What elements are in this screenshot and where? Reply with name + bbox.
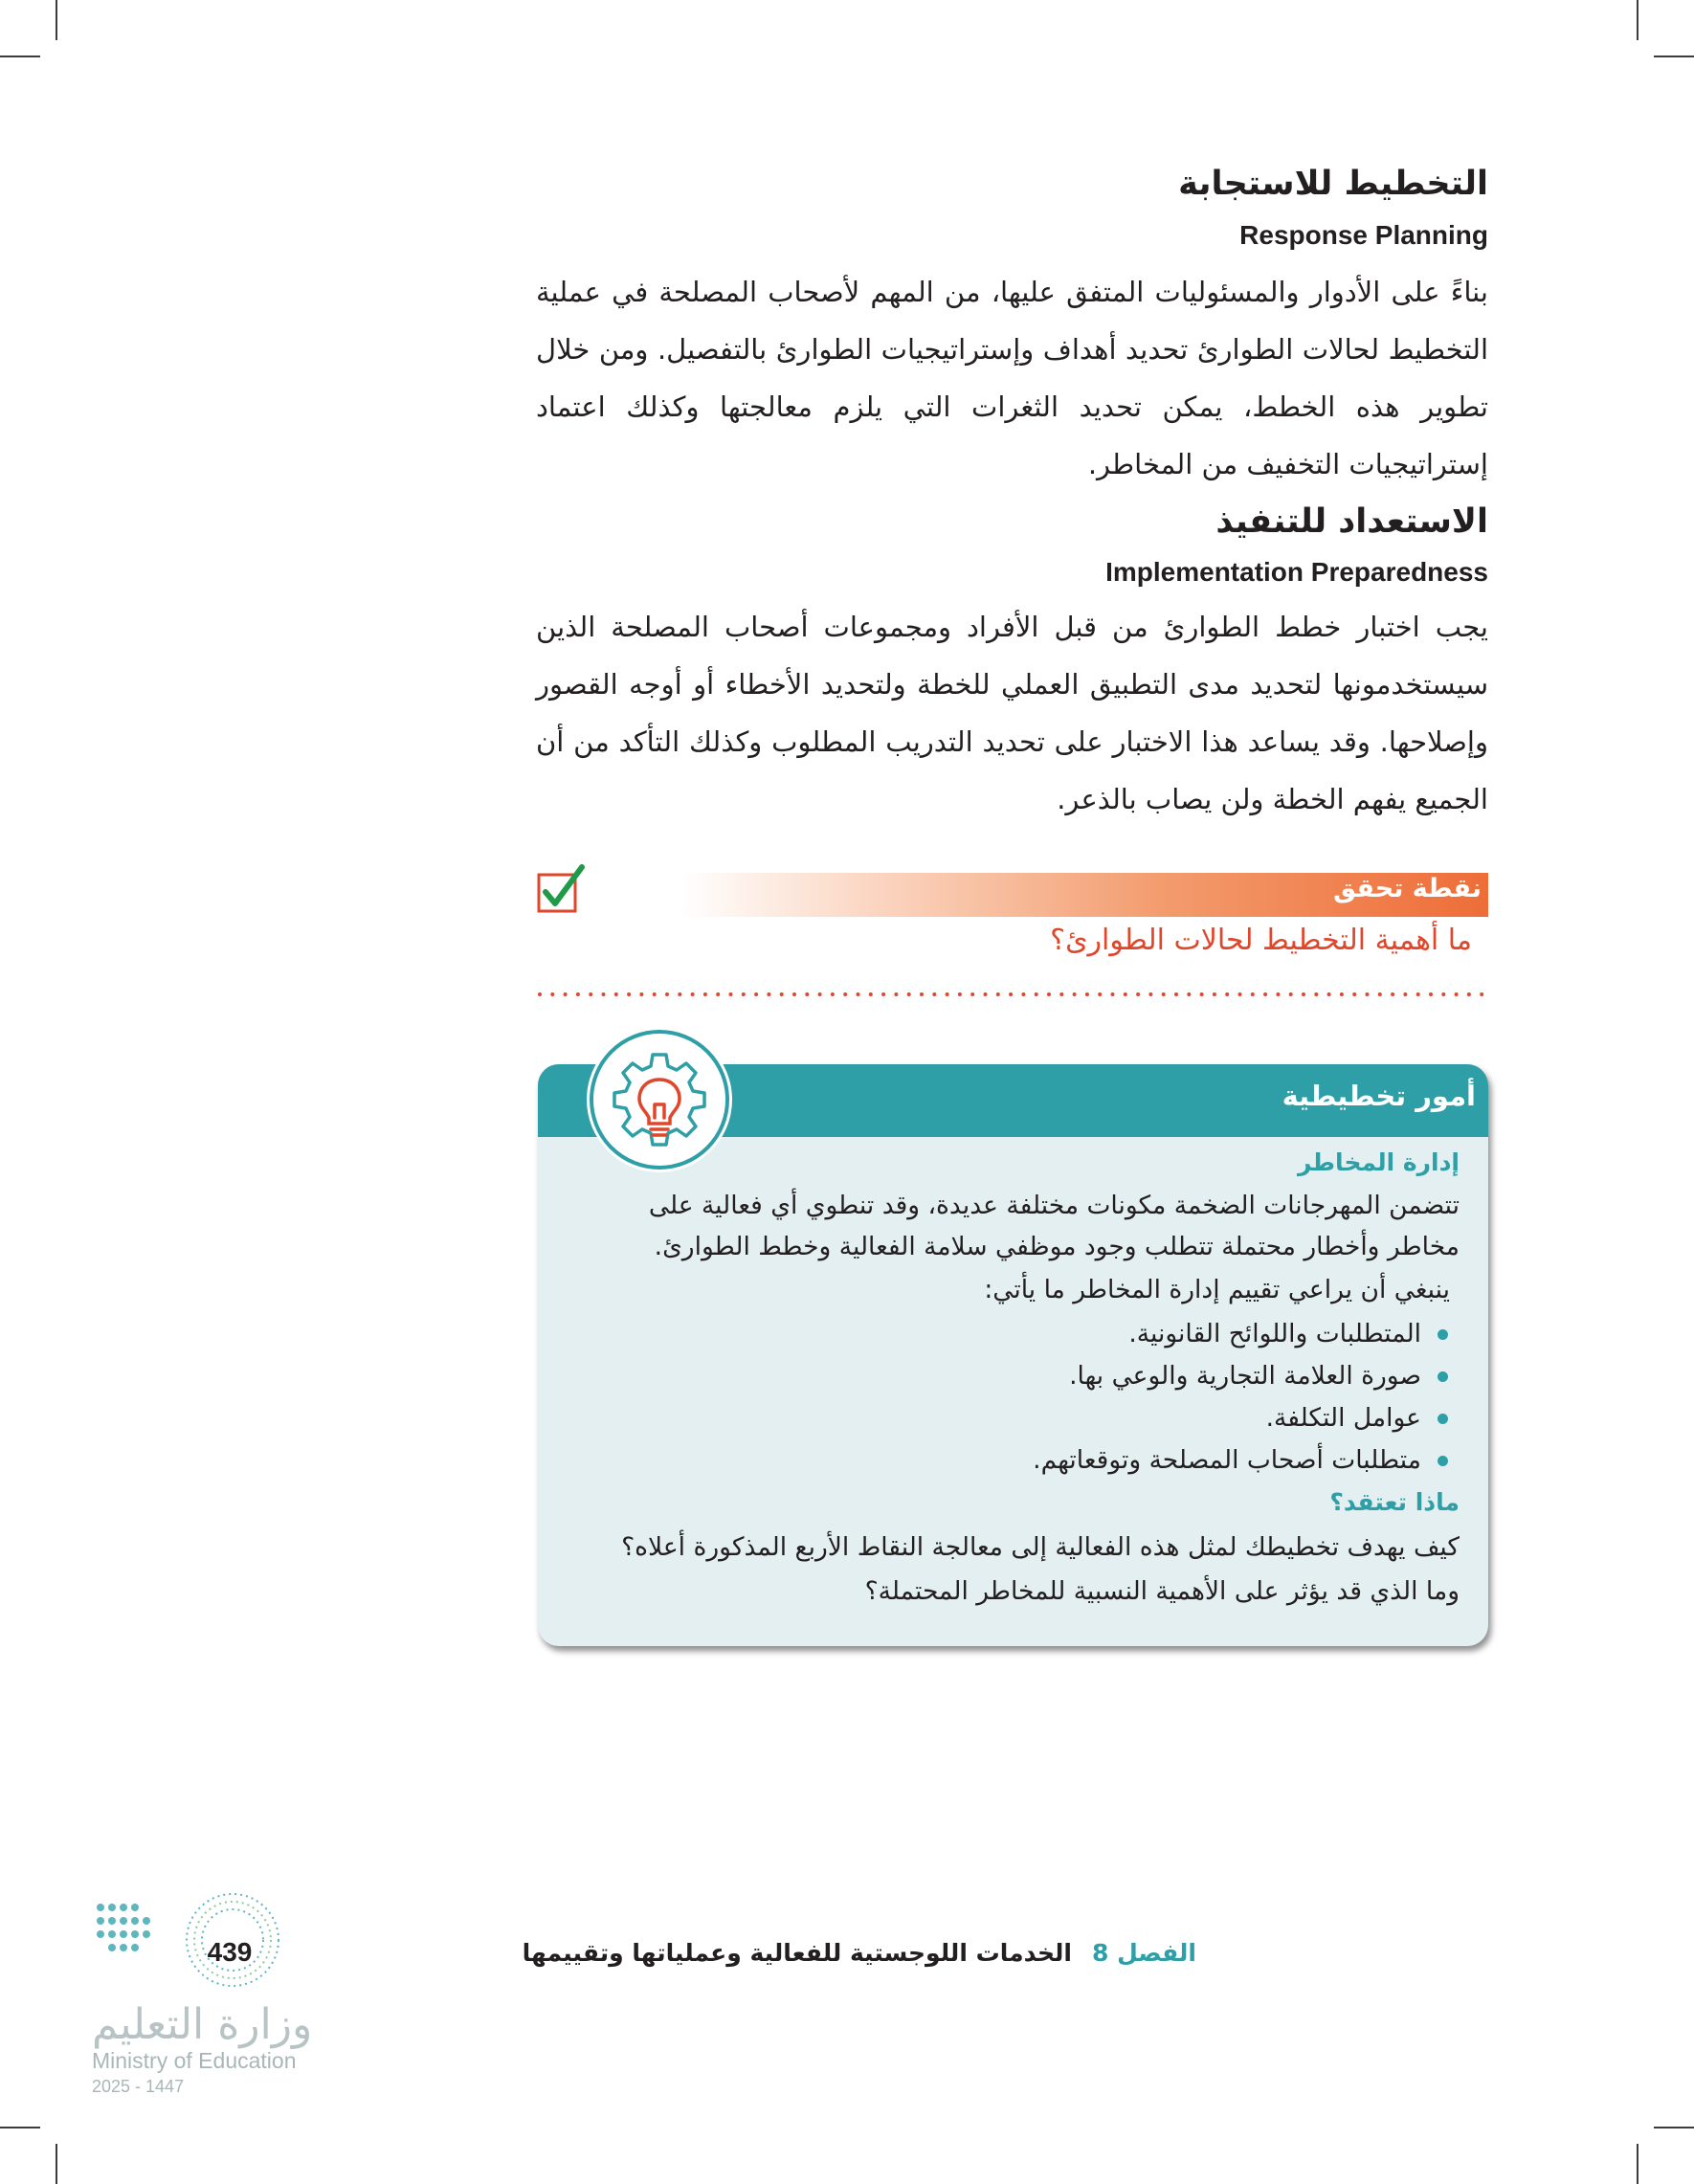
risk-management-title: إدارة المخاطر <box>1297 1148 1460 1176</box>
risk-intro-line-1: تتضمن المهرجانات الضخمة مكونات مختلفة عديدة، وقد تنطوي أي فعالية على <box>648 1191 1460 1220</box>
checkpoint-label: نقطة تحقق <box>1332 874 1482 903</box>
footer-chapter: الفصل 8 <box>1091 1939 1196 1967</box>
question-line-1: كيف يهدف تخطيطك لمثل هذه الفعالية إلى معالجة النقاط الأربع المذكورة أعلاه؟ <box>621 1532 1460 1562</box>
crop-mark <box>1637 2144 1638 2184</box>
implementation-title-ar: الاستعداد للتنفيذ <box>1215 502 1488 541</box>
risk-list-intro: ينبغي أن يراعي تقييم إدارة المخاطر ما يأتي: <box>984 1275 1450 1304</box>
what-do-you-think-title: ماذا تعتقد؟ <box>1329 1488 1460 1516</box>
crop-mark <box>1637 0 1638 40</box>
response-planning-title-ar: التخطيط للاستجابة <box>1178 165 1488 203</box>
implementation-title-en: Implementation Preparedness <box>1105 557 1488 587</box>
checkmark-icon <box>536 863 588 915</box>
checkpoint-question: ما أهمية التخطيط لحالات الطوارئ؟ <box>1050 924 1472 957</box>
crop-mark <box>56 0 57 40</box>
response-planning-paragraph: بناءً على الأدوار والمسئوليات المتفق عليها، من المهم لأصحاب المصلحة في عملية التخطيط لحالات الطوارئ تحديد أهداف وإستراتيجيات الطوارئ بالتفصيل. ومن خلال تطوير هذه الخطط، يمكن تحديد الثغرات التي يلزم معالجتها وكذلك اعتماد إستراتيجيات التخفيف من المخاطر. <box>536 276 1488 480</box>
ministry-year: 2025 - 1447 <box>92 2077 185 2096</box>
dotted-divider <box>536 991 1488 998</box>
crop-mark <box>0 56 40 57</box>
list-item: متطلبات أصحاب المصلحة وتوقعاتهم. <box>1033 1439 1450 1482</box>
list-item: صورة العلامة التجارية والوعي بها. <box>1033 1355 1450 1397</box>
list-item: عوامل التكلفة. <box>1033 1397 1450 1439</box>
response-planning-title-en: Response Planning <box>1239 220 1488 250</box>
crop-mark <box>56 2144 57 2184</box>
lightbulb-gear-icon <box>586 1026 733 1173</box>
ministry-name-en: Ministry of Education <box>92 2048 297 2073</box>
crop-mark <box>1654 2127 1694 2128</box>
crop-mark <box>0 2127 40 2128</box>
planning-box-title: أمور تخطيطية <box>1282 1080 1476 1112</box>
risk-bullet-list <box>1033 1313 1450 1482</box>
ministry-name-ar: وزارة التعليم <box>92 2000 313 2049</box>
footer-chapter-title: الخدمات اللوجستية للفعالية وعملياتها وتقييمها <box>522 1939 1072 1967</box>
page-number: 439 <box>207 1937 253 1967</box>
question-line-2: وما الذي قد يؤثر على الأهمية النسبية للمخاطر المحتملة؟ <box>864 1576 1460 1606</box>
crop-mark <box>1654 56 1694 57</box>
risk-intro-line-2: مخاطر وأخطار محتملة تتطلب وجود موظفي سلامة الفعالية وخطط الطوارئ. <box>654 1232 1460 1261</box>
list-item: المتطلبات واللوائح القانونية. <box>1033 1313 1450 1355</box>
implementation-paragraph: يجب اختبار خطط الطوارئ من قبل الأفراد ومجموعات أصحاب المصلحة الذين سيستخدمونها لتحديد مدى التطبيق العملي للخطة ولتحديد الأخطاء أو أوجه القصور وإصلاحها. وقد يساعد هذا الاختبار على تحديد التدريب المطلوب وكذلك التأكد من أن الجميع يفهم الخطة ولن يصاب بالذعر. <box>536 611 1488 815</box>
